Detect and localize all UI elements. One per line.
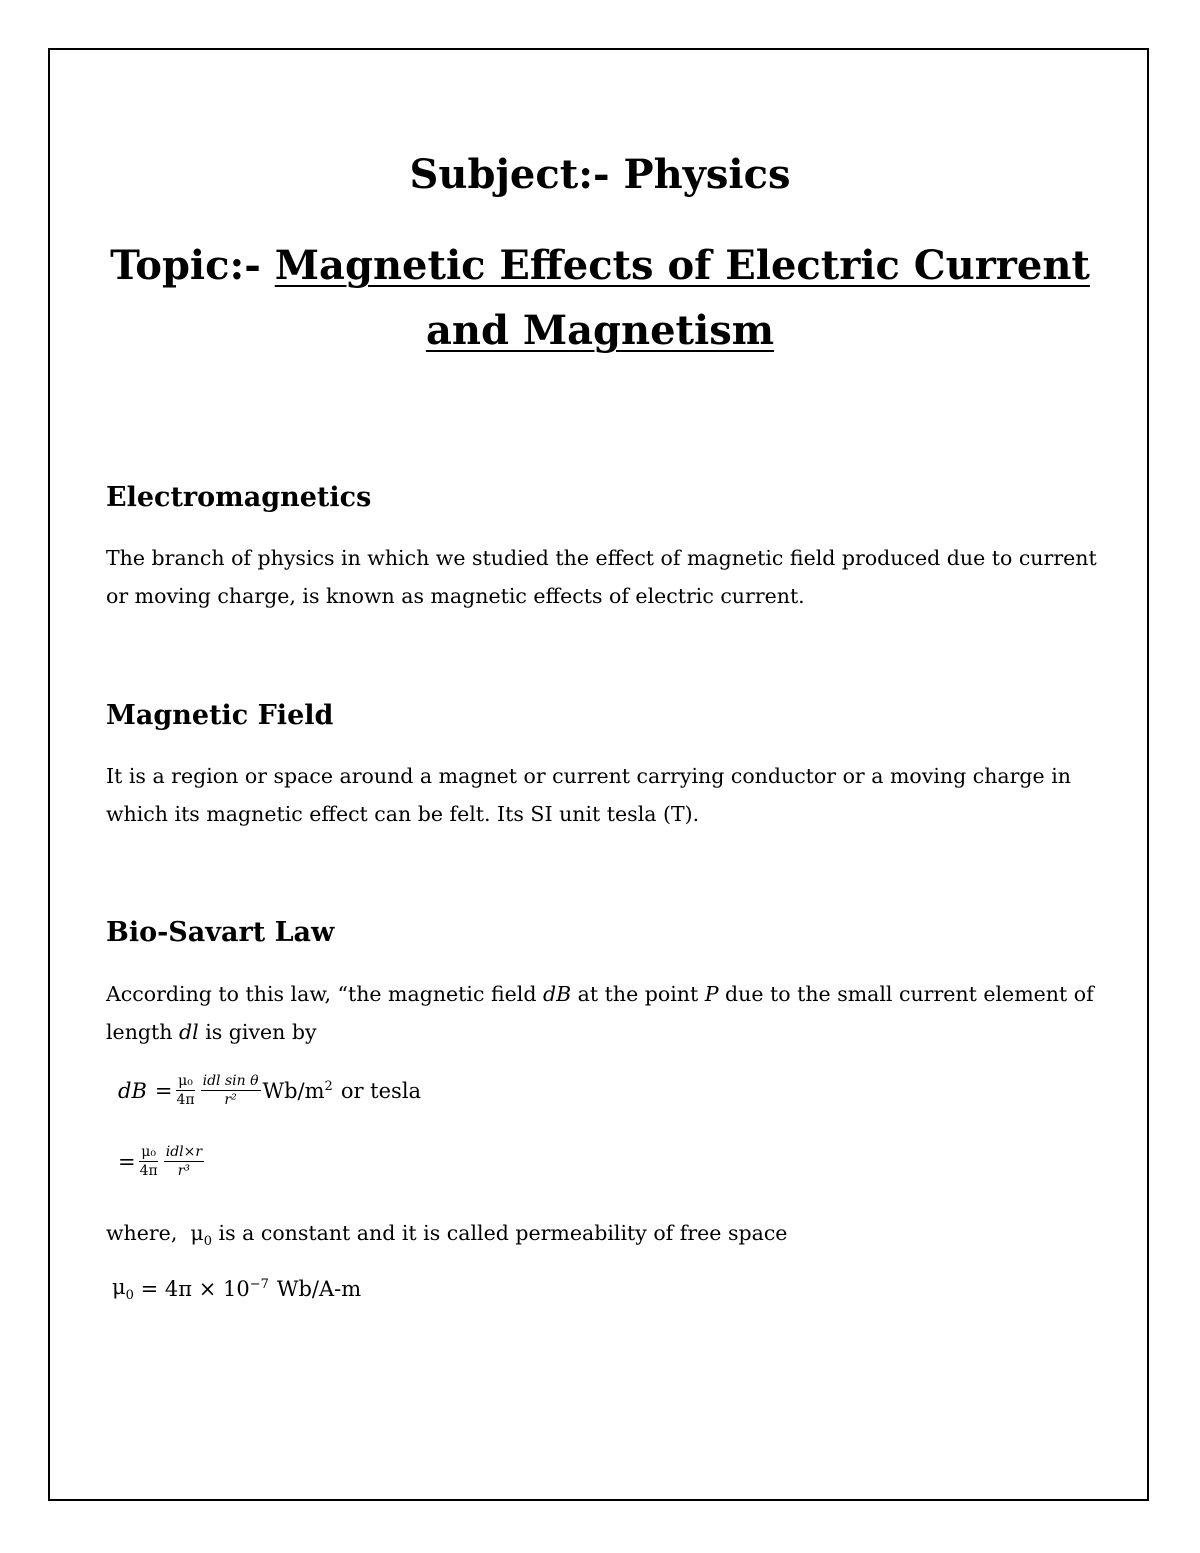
topic-line-2: and Magnetism xyxy=(425,307,775,354)
eq1-equals: = xyxy=(154,1078,173,1103)
equation-cross-product xyxy=(118,1143,206,1180)
fraction-denominator: 4π xyxy=(176,1092,195,1108)
fraction-numerator: μ₀ xyxy=(141,1144,157,1160)
section-heading-bio-savart-law: Bio-Savart Law xyxy=(106,917,335,948)
section-body-electromagnetics: The branch of physics in which we studied the effect of magnetic field produced due to current or moving charge, is known as magnetic effects of electric current. xyxy=(106,546,1097,608)
var-dB: dB xyxy=(542,982,572,1006)
section-body-bio-savart-law xyxy=(106,975,1106,1051)
section-heading-magnetic-field: Magnetic Field xyxy=(106,700,334,731)
fraction-denominator: r³ xyxy=(177,1163,191,1179)
mu0-symbol xyxy=(112,1275,134,1303)
expr-text: = 4π × 10 xyxy=(133,1277,250,1302)
section-heading-electromagnetics: Electromagnetics xyxy=(106,482,372,513)
mu-value-unit: Wb/A-m xyxy=(276,1277,362,1302)
body-text: is given by xyxy=(198,1020,317,1044)
topic-prefix: Topic:- xyxy=(110,242,275,289)
fraction-numerator: idl×r xyxy=(165,1144,203,1160)
where-text: is a constant and it is called permeability of free space xyxy=(212,1221,788,1245)
expr-exponent: −7 xyxy=(249,1277,269,1293)
fraction-denominator: 4π xyxy=(139,1163,158,1179)
body-text: due to the small current element of length xyxy=(106,982,1094,1044)
mu-symbol: μ xyxy=(190,1221,204,1245)
mu-subscript: 0 xyxy=(203,1234,212,1250)
eq2-fraction-idl xyxy=(164,1143,204,1180)
var-dl: dl xyxy=(178,1020,199,1044)
equation-mu-value xyxy=(112,1275,361,1303)
topic-title xyxy=(60,233,1140,363)
fraction-numerator: idl sin θ xyxy=(202,1073,259,1089)
topic-line-1: Magnetic Effects of Electric Current xyxy=(274,242,1090,289)
unit-text: Wb/m xyxy=(262,1078,325,1103)
body-text: at the point xyxy=(571,982,705,1006)
subject-title: Subject:- Physics xyxy=(409,151,791,198)
eq1-fraction-mu xyxy=(174,1072,196,1109)
mu-symbol: μ xyxy=(112,1275,126,1299)
where-prefix: where, xyxy=(106,1221,178,1245)
eq2-equals: = xyxy=(118,1149,136,1174)
equation-bio-savart xyxy=(118,1072,421,1109)
eq1-fraction-idl xyxy=(201,1072,261,1109)
mu-value-expr xyxy=(134,1277,269,1301)
eq1-lhs: dB xyxy=(118,1078,147,1103)
fraction-denominator: r² xyxy=(224,1092,237,1108)
eq1-unit xyxy=(263,1079,333,1103)
mu0-symbol xyxy=(190,1221,212,1250)
section-body-magnetic-field: It is a region or space around a magnet or current carrying conductor or a moving charge in which its magnetic effect can be felt. Its SI unit tesla (T). xyxy=(106,764,1071,826)
body-text: According to this law, “the magnetic field xyxy=(106,982,543,1006)
fraction-numerator: μ₀ xyxy=(178,1073,193,1089)
unit-exponent: 2 xyxy=(324,1078,333,1094)
eq2-fraction-mu xyxy=(138,1143,160,1180)
var-P: P xyxy=(704,982,719,1006)
mu-subscript: 0 xyxy=(125,1288,134,1304)
eq1-suffix: or tesla xyxy=(340,1078,422,1103)
where-line xyxy=(106,1214,1106,1261)
